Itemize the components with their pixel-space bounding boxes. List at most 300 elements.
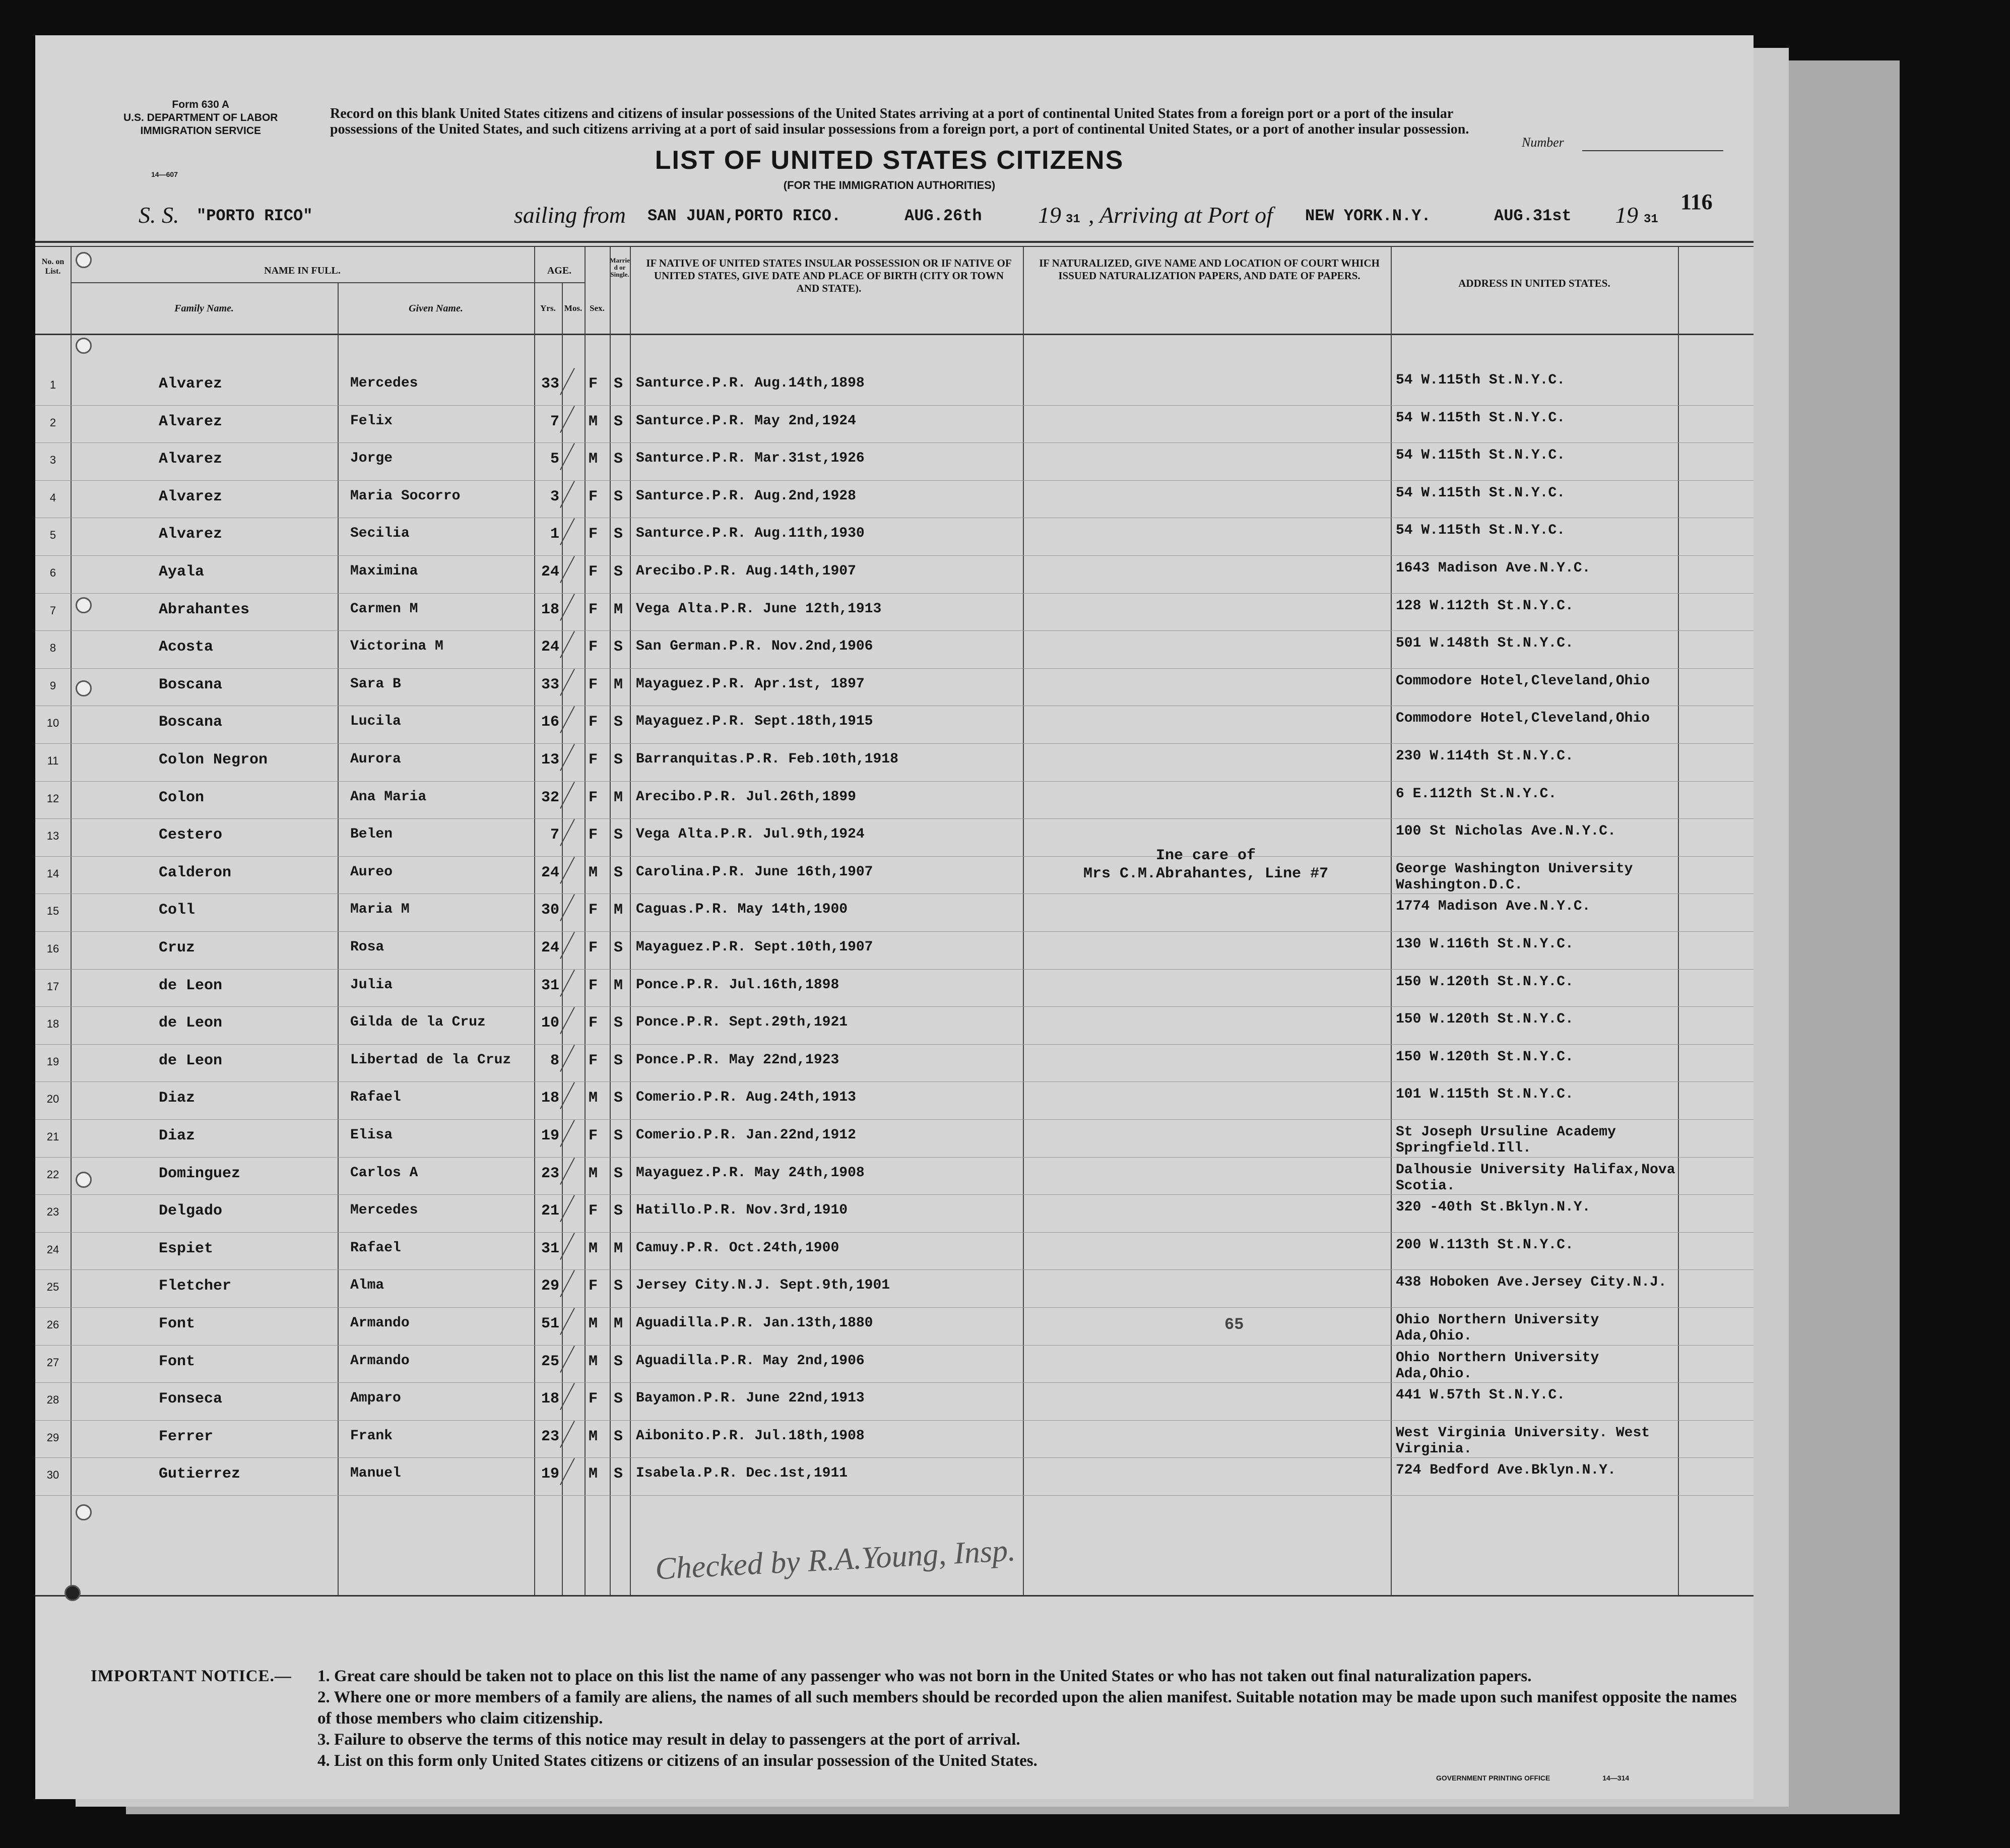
address: West Virginia University. West Virginia. [1396,1425,1650,1457]
row-rule [35,1081,1754,1082]
form-code: 14—607 [151,170,178,178]
header-married-single: Married or Single. [610,257,630,278]
age-years: 7 [550,826,559,844]
row-rule [35,593,1754,594]
address: 150 W.120th St.N.Y.C. [1396,1049,1574,1065]
header-sex: Sex. [590,303,605,313]
sail-date: AUG.26th [904,207,982,225]
age-years: 23 [541,1428,559,1445]
given-name: Maximina [350,563,418,579]
age-years: 16 [541,714,559,731]
row-number: 7 [49,604,56,617]
family-name: Boscana [159,714,223,731]
row-number: 1 [49,378,56,391]
header-split-rule [71,282,585,283]
marital-status: S [614,1127,623,1144]
row-rule [35,668,1754,669]
row-rule [35,1119,1754,1120]
family-name: Gutierrez [159,1465,241,1483]
address: 54 W.115th St.N.Y.C. [1396,410,1566,426]
marital-status: S [614,1390,623,1408]
header-bottom-rule [35,334,1754,335]
row-rule [35,1194,1754,1195]
family-name: de Leon [159,977,223,994]
department: U.S. DEPARTMENT OF LABOR [123,112,278,123]
punch-hole [76,1172,92,1188]
given-name: Secilia [350,526,410,542]
sex: F [589,1202,598,1220]
birth-place-date: Arecibo.P.R. Jul.26th,1899 [636,789,856,805]
family-name: Colon Negron [159,751,268,769]
row-rule [35,630,1754,631]
sex: M [589,1428,598,1445]
age-years: 31 [541,1240,559,1257]
age-years: 8 [550,1052,559,1069]
given-name: Gilda de la Cruz [350,1014,486,1031]
birth-place-date: Arecibo.P.R. Aug.14th,1907 [636,563,856,579]
marital-status: S [614,1014,623,1032]
birth-place-date: Comerio.P.R. Jan.22nd,1912 [636,1127,856,1143]
birth-place-date: Caguas.P.R. May 14th,1900 [636,902,848,918]
row-number: 28 [46,1393,59,1407]
ss-label: S. S. [139,202,179,228]
given-name: Belen [350,826,393,843]
address: 130 W.116th St.N.Y.C. [1396,936,1574,952]
marital-status: S [614,1202,623,1220]
age-years: 3 [550,488,559,505]
family-name: Acosta [159,639,214,656]
address: 724 Bedford Ave.Bklyn.N.Y. [1396,1462,1616,1479]
given-name: Mercedes [350,375,418,391]
row-rule [35,442,1754,443]
marital-status: S [614,1428,623,1445]
sex: F [589,601,598,618]
row-rule [35,1345,1754,1346]
arrival-date: AUG.31st [1494,207,1572,225]
marital-status: M [614,977,623,994]
row-number: 23 [46,1205,59,1219]
header-age: AGE. [547,265,572,276]
age-years: 10 [541,1014,559,1032]
address: St Joseph Ursuline Academy Springfield.Ill. [1396,1124,1616,1156]
row-number: 13 [46,830,59,843]
header-family-name: Family Name. [174,303,234,314]
family-name: Calderon [159,864,232,881]
address: Ohio Northern University Ada,Ohio. [1396,1350,1599,1382]
family-name: Coll [159,902,196,919]
birth-place-date: San German.P.R. Nov.2nd,1906 [636,639,873,655]
sex: F [589,751,598,769]
care-note-line-2: Mrs C.M.Abrahantes, Line #7 [1083,865,1329,882]
year-prefix-2: 19 [1615,202,1638,228]
row-number: 15 [46,905,59,918]
given-name: Carlos A [350,1165,418,1181]
marital-status: S [614,488,623,505]
given-name: Ana Maria [350,789,427,805]
given-name: Armando [350,1315,410,1331]
sex: F [589,639,598,656]
family-name: Diaz [159,1127,196,1144]
age-years: 23 [541,1165,559,1182]
family-name: Ayala [159,563,205,581]
row-number: 19 [46,1055,59,1068]
address: Dalhousie University Halifax,Nova Scotia. [1396,1162,1675,1194]
row-number: 10 [46,717,59,730]
col-rule-5 [585,247,586,1595]
row-rule [35,1006,1754,1007]
family-name: de Leon [159,1052,223,1069]
given-name: Armando [350,1353,410,1369]
given-name: Julia [350,977,393,993]
col-rule-7 [630,247,631,1595]
marital-status: S [614,826,623,844]
sex: M [589,1353,598,1370]
given-name: Mercedes [350,1202,418,1219]
address: 1643 Madison Ave.N.Y.C. [1396,560,1591,576]
birth-place-date: Barranquitas.P.R. Feb.10th,1918 [636,751,898,767]
age-years: 51 [541,1315,559,1332]
row-rule [35,1269,1754,1270]
birth-place-date: Santurce.P.R. Aug.14th,1898 [636,375,865,391]
notice-item-1: 1. Great care should be taken not to place on this list the name of any passenger who was not born in the United States or who has not taken out final naturalization papers. [317,1667,1532,1685]
address: 320 -40th St.Bklyn.N.Y. [1396,1199,1591,1216]
age-years: 30 [541,902,559,919]
marital-status: S [614,864,623,881]
sex: F [589,789,598,806]
table-bottom-rule [35,1595,1754,1597]
age-years: 21 [541,1202,559,1220]
sex: F [589,977,598,994]
address: 6 E.112th St.N.Y.C. [1396,786,1557,802]
family-name: Delgado [159,1202,223,1220]
row-rule [35,818,1754,819]
sex: F [589,1390,598,1408]
sex: M [589,1465,598,1483]
col-rule-4 [562,282,563,1595]
arriving-label: , Arriving at Port of [1088,202,1273,228]
sex: F [589,1014,598,1032]
notice-item-4: 4. List on this form only United States citizens or citizens of an insular possession of the United States. [317,1752,1038,1770]
birth-place-date: Aguadilla.P.R. May 2nd,1906 [636,1353,865,1369]
marital-status: S [614,1052,623,1069]
birth-place-date: Ponce.P.R. May 22nd,1923 [636,1052,839,1068]
row-number: 27 [46,1356,59,1369]
sex: M [589,1315,598,1332]
birth-place-date: Vega Alta.P.R. June 12th,1913 [636,601,882,617]
marital-status: S [614,639,623,656]
given-name: Amparo [350,1390,401,1407]
age-years: 19 [541,1127,559,1144]
address: 54 W.115th St.N.Y.C. [1396,523,1566,539]
punch-hole [64,1585,81,1601]
age-years: 13 [541,751,559,769]
row-number: 24 [46,1243,59,1256]
care-note [1083,847,1328,883]
age-years: 7 [550,413,559,430]
service: IMMIGRATION SERVICE [140,125,262,137]
age-years: 29 [541,1278,559,1295]
row-number: 21 [46,1130,59,1143]
header-yrs: Yrs. [540,303,556,313]
marital-status: S [614,413,623,430]
family-name: Boscana [159,676,223,693]
given-name: Frank [350,1428,393,1444]
address: Ohio Northern University Ada,Ohio. [1396,1312,1599,1344]
address: 54 W.115th St.N.Y.C. [1396,485,1566,501]
family-name: Font [159,1315,196,1332]
arrival-port: NEW YORK.N.Y. [1305,207,1431,225]
family-name: Fletcher [159,1278,232,1295]
row-rule [35,1382,1754,1383]
marital-status: S [614,1090,623,1107]
header-birth: IF NATIVE OF UNITED STATES INSULAR POSSESSION OR IF NATIVE OF UNITED STATES, GIVE DATE AND PLACE OF BIRTH (CITY OR TOWN AND STATE). [646,257,1012,294]
row-rule [35,1307,1754,1308]
sex: F [589,826,598,844]
row-rule [35,969,1754,970]
marital-status: S [614,714,623,731]
given-name: Sara B [350,676,401,692]
sex: M [589,451,598,468]
birth-place-date: Camuy.P.R. Oct.24th,1900 [636,1240,839,1256]
sex: F [589,902,598,919]
address: 501 W.148th St.N.Y.C. [1396,635,1574,652]
row-rule [35,480,1754,481]
given-name: Lucila [350,714,401,730]
birth-place-date: Santurce.P.R. May 2nd,1924 [636,413,856,429]
birth-place-date: Comerio.P.R. Aug.24th,1913 [636,1090,856,1106]
row-number: 30 [46,1469,59,1482]
sex: F [589,375,598,393]
given-name: Rosa [350,939,384,955]
punch-hole [76,252,92,268]
marital-status: M [614,789,623,806]
family-name: Alvarez [159,375,223,393]
birth-place-date: Mayaguez.P.R. Sept.10th,1907 [636,939,873,955]
manifest-sheet [35,35,1754,1799]
col-rule-8 [1023,247,1024,1595]
marital-status: M [614,1240,623,1257]
given-name: Manuel [350,1465,401,1482]
address: 150 W.120th St.N.Y.C. [1396,1011,1574,1028]
page-number: 116 [1680,189,1713,214]
birth-place-date: Ponce.P.R. Jul.16th,1898 [636,977,839,993]
family-name: Dominguez [159,1165,241,1182]
sex: F [589,714,598,731]
age-years: 19 [541,1465,559,1483]
page-title: LIST OF UNITED STATES CITIZENS [655,146,1124,175]
given-name: Aureo [350,864,393,880]
notice-item-2: 2. Where one or more members of a family are aliens, the names of all such members should be recorded upon the alien manifest. Suitable notation may be made upon such manifest opposite the names of those members who claim citizenship. [317,1688,1737,1728]
row-rule [35,1495,1754,1496]
family-name: Alvarez [159,413,223,430]
sex: M [589,1240,598,1257]
mid-number: 65 [1224,1315,1244,1334]
col-rule-9 [1391,247,1392,1595]
row-rule [35,1157,1754,1158]
address: 150 W.120th St.N.Y.C. [1396,974,1574,990]
birth-place-date: Vega Alta.P.R. Jul.9th,1924 [636,826,865,843]
age-years: 33 [541,676,559,693]
family-name: Espiet [159,1240,214,1257]
age-years: 24 [541,939,559,957]
checked-signature: Checked by R.A.Young, Insp. [654,1533,1017,1586]
birth-place-date: Aibonito.P.R. Jul.18th,1908 [636,1428,865,1444]
row-rule [35,1044,1754,1045]
row-number: 5 [49,529,56,542]
birth-place-date: Mayaguez.P.R. Sept.18th,1915 [636,714,873,730]
age-years: 18 [541,601,559,618]
given-name: Victorina M [350,639,443,655]
given-name: Carmen M [350,601,418,617]
sex: F [589,526,598,543]
care-note-line-1: Ine care of [1156,847,1256,864]
age-years: 24 [541,639,559,656]
col-rule-2 [338,282,339,1595]
from-port: SAN JUAN,PORTO RICO. [647,207,841,225]
marital-status: S [614,939,623,957]
sex: F [589,1278,598,1295]
family-name: Diaz [159,1090,196,1107]
address: 1774 Madison Ave.N.Y.C. [1396,899,1591,915]
given-name: Aurora [350,751,401,767]
marital-status: S [614,751,623,769]
punch-hole [76,1504,92,1520]
form-number: Form 630 A [172,99,230,110]
address: George Washington University Washington.D.C. [1396,861,1633,893]
table-top-rule-2 [35,246,1754,247]
age-years: 33 [541,375,559,393]
sex: M [589,864,598,881]
given-name: Rafael [350,1240,401,1256]
row-number: 25 [46,1281,59,1294]
sex: M [589,1165,598,1182]
marital-status: S [614,1353,623,1370]
given-name: Alma [350,1278,384,1294]
punch-hole [76,680,92,696]
marital-status: S [614,1278,623,1295]
sex: F [589,1127,598,1144]
marital-status: M [614,902,623,919]
year-prefix-1: 19 [1038,202,1061,228]
age-years: 24 [541,864,559,881]
sex: F [589,676,598,693]
instructions: Record on this blank United States citizens and citizens of insular possessions of the United States arriving at a port of continental United States from a foreign port or a port of the insular possessions of the United States, and such citizens arriving at a port of said insular possessions from a foreign port, a port of continental United States, or a port of another insular possession. [330,106,1469,137]
marital-status: S [614,451,623,468]
sex: M [589,1090,598,1107]
table-top-rule [35,241,1754,243]
row-number: 2 [49,416,56,429]
birth-place-date: Mayaguez.P.R. May 24th,1908 [636,1165,865,1181]
given-name: Libertad de la Cruz [350,1052,511,1068]
family-name: Ferrer [159,1428,214,1445]
age-years: 24 [541,563,559,581]
birth-place-date: Isabela.P.R. Dec.1st,1911 [636,1465,848,1482]
given-name: Felix [350,413,393,429]
birth-place-date: Santurce.P.R. Aug.2nd,1928 [636,488,856,504]
address: 101 W.115th St.N.Y.C. [1396,1087,1574,1103]
sex: F [589,939,598,957]
row-number: 26 [46,1318,59,1331]
number-label: Number [1522,135,1564,150]
row-number: 4 [49,491,56,504]
age-years: 31 [541,977,559,994]
row-number: 9 [49,679,56,692]
family-name: de Leon [159,1014,223,1032]
family-name: Font [159,1353,196,1370]
address: 128 W.112th St.N.Y.C. [1396,598,1574,614]
marital-status: S [614,1165,623,1182]
family-name: Fonseca [159,1390,223,1408]
row-rule [35,931,1754,932]
row-number: 14 [46,867,59,880]
sail-year: 31 [1066,213,1080,226]
marital-status: M [614,601,623,618]
address: 54 W.115th St.N.Y.C. [1396,448,1566,464]
number-line [1582,150,1723,151]
header-naturalized: IF NATURALIZED, GIVE NAME AND LOCATION OF COURT WHICH ISSUED NATURALIZATION PAPERS, AND DATE OF PAPERS. [1039,257,1380,282]
row-number: 3 [49,454,56,467]
row-rule [35,781,1754,782]
header-address: ADDRESS IN UNITED STATES. [1458,277,1610,289]
family-name: Alvarez [159,526,223,543]
ship-name: "PORTO RICO" [197,207,313,225]
address: 438 Hoboken Ave.Jersey City.N.J. [1396,1275,1667,1291]
birth-place-date: Carolina.P.R. June 16th,1907 [636,864,873,880]
given-name: Rafael [350,1090,401,1106]
col-rule-1 [71,247,72,1595]
sex: F [589,563,598,581]
family-name: Abrahantes [159,601,250,618]
printer: GOVERNMENT PRINTING OFFICE [1436,1774,1550,1782]
row-rule [35,743,1754,744]
row-rule [35,555,1754,556]
address: 230 W.114th St.N.Y.C. [1396,748,1574,764]
marital-status: S [614,563,623,581]
birth-place-date: Ponce.P.R. Sept.29th,1921 [636,1014,848,1031]
sailing-label: sailing from [514,202,626,228]
given-name: Maria Socorro [350,488,461,504]
header-mos: Mos. [564,303,582,313]
age-years: 18 [541,1390,559,1408]
family-name: Colon [159,789,205,806]
marital-status: S [614,375,623,393]
row-rule [35,405,1754,406]
header-no: No. on List. [41,258,64,276]
row-number: 11 [47,754,59,767]
age-years: 1 [550,526,559,543]
header-given-name: Given Name. [409,303,463,314]
address: 200 W.113th St.N.Y.C. [1396,1237,1574,1253]
header-name-in-full: NAME IN FULL. [264,265,341,276]
row-rule [35,856,1754,857]
birth-place-date: Aguadilla.P.R. Jan.13th,1880 [636,1315,873,1331]
col-rule-10 [1678,247,1679,1595]
sex: M [589,413,598,430]
col-rule-3 [534,247,535,1595]
row-rule [35,1420,1754,1421]
age-years: 18 [541,1090,559,1107]
address: 54 W.115th St.N.Y.C. [1396,372,1566,388]
row-number: 29 [46,1431,59,1444]
punch-hole [76,338,92,354]
address: 441 W.57th St.N.Y.C. [1396,1387,1566,1404]
notice-items [317,1666,1754,1771]
birth-place-date: Jersey City.N.J. Sept.9th,1901 [636,1278,890,1294]
given-name: Jorge [350,451,393,467]
address: Commodore Hotel,Cleveland,Ohio [1396,673,1650,689]
birth-place-date: Mayaguez.P.R. Apr.1st, 1897 [636,676,865,692]
notice-item-3: 3. Failure to observe the terms of this notice may result in delay to passengers at the port of arrival. [317,1731,1020,1749]
